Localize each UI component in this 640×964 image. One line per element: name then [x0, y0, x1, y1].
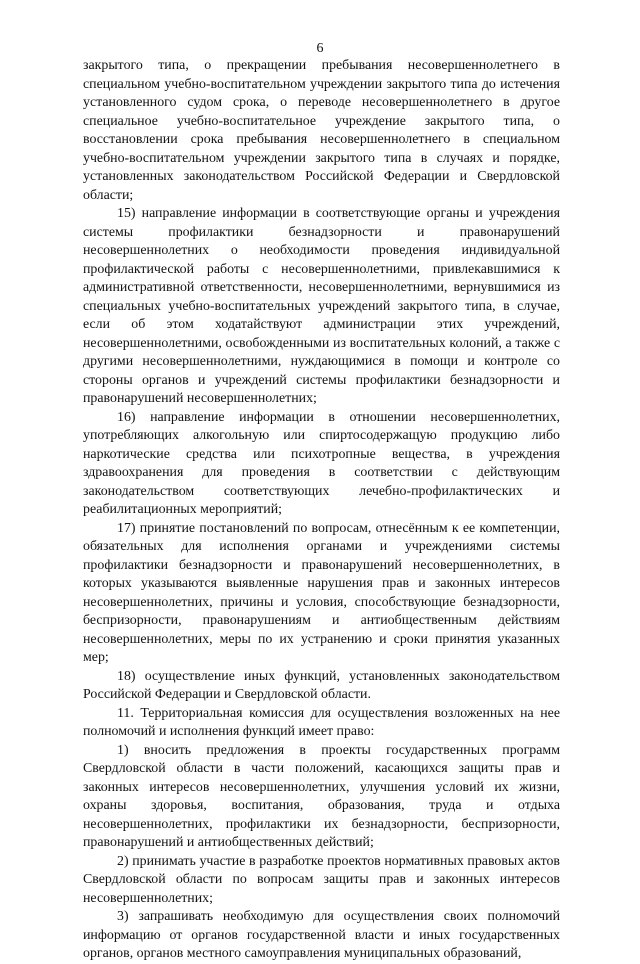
page-number: 6 [316, 41, 324, 56]
document-body [83, 57, 560, 964]
paragraph-section-11: 11. Территориальная комиссия для осуществления возложенных на нее полномочий и исполнения функций имеет право: [83, 705, 560, 739]
paragraph-item-15: 15) направление информации в соответствующие органы и учреждения системы профилактики безнадзорности и правонарушений несовершеннолетних о необходимости проведения индивидуальной профилактической работы с несовершеннолетними, привлекавшимися к административной ответственности, несовершеннолетними, вернувшимися из специальных учебно-воспитательных учреждений закрытого типа, в случае, если об этом ходатайствуют администрации этих учреждений, несовершеннолетними, освобожденными из воспитательных колоний, а также с другими несовершеннолетними, нуждающимися в помощи и контроле со стороны органов и учреждений системы профилактики безнадзорности и правонарушений несовершеннолетних; [83, 206, 560, 406]
paragraph-right-3: 3) запрашивать необходимую для осуществления своих полномочий информацию от органов государственной власти и иных государственных органов, органов местного самоуправления муниципальных образований, [83, 909, 560, 961]
paragraph-right-1: 1) вносить предложения в проекты государственных программ Свердловской области в части положений, касающихся защиты прав и законных интересов несовершеннолетних, улучшения условий их жизни, охраны здоровья, воспитания, образования, труда и отдыха несовершеннолетних, профилактики их безнадзорности, беспризорности, правонарушений и антиобщественных действий; [83, 742, 560, 850]
paragraph-right-2: 2) принимать участие в разработке проектов нормативных правовых актов Свердловской области по вопросам защиты прав и законных интересов несовершеннолетних; [83, 853, 560, 906]
paragraph-item-16: 16) направление информации в отношении несовершеннолетних, употребляющих алкогольную или спиртосодержащую продукцию либо наркотические средства или психотропные вещества, в учреждения здравоохранения для проведения в соответствии с действующим законодательством соответствующих лечебно-профилактических и реабилитационных мероприятий; [83, 409, 560, 517]
paragraph-item-17: 17) принятие постановлений по вопросам, отнесённым к ее компетенции, обязательных для исполнения органами и учреждениями системы профилактики безнадзорности и правонарушений несовершеннолетних, в которых указываются выявленные нарушения прав и законных интересов несовершеннолетних, причины и условия, способствующие безнадзорности, беспризорности, правонарушениям и антиобщественным действиям несовершеннолетних, меры по их устранению и сроки принятия указанных мер; [83, 520, 560, 665]
paragraph-item-18: 18) осуществление иных функций, установленных законодательством Российской Федерации и Свердловской области. [83, 668, 560, 702]
paragraph-continuation: закрытого типа, о прекращении пребывания несовершеннолетнего в специальном учебно-воспитательном учреждении закрытого типа до истечения установленного судом срока, о переводе несовершеннолетнего в другое специальное учебно-воспитательное учреждение закрытого типа, о восстановлении срока пребывания несовершеннолетнего в специальном учебно-воспитательном учреждении закрытого типа в случаях и порядке, установленных законодательством Российской Федерации и Свердловской области; [83, 58, 560, 203]
